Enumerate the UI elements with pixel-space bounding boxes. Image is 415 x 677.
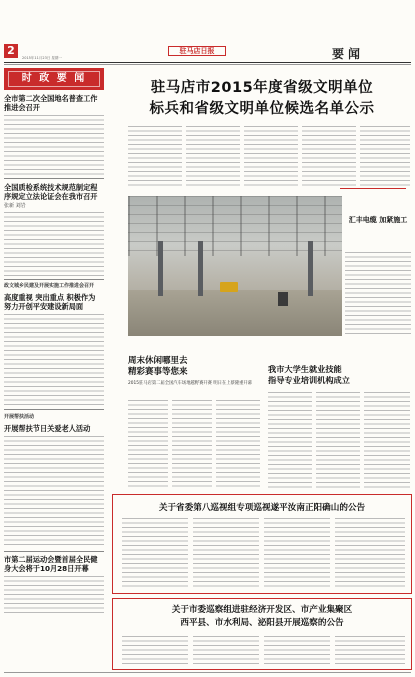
notice-1-body [264,518,330,588]
red-rule [340,188,406,189]
photo-caption-title: 汇丰电缆 加紧施工 [348,216,408,224]
left-article-body [4,115,104,175]
photo-column [198,241,203,296]
divider [4,178,104,179]
left-article-title: 开展帮扶节日关爱老人活动 [4,423,91,433]
headline-article-body [186,126,240,188]
left-article-body [4,314,104,406]
page-header [0,0,415,64]
article-b-body [316,392,360,488]
left-article-title: 高度重视 突出重点 积极作为 努力开创平安建设新局面 [4,293,96,311]
article-a-title [128,356,260,378]
footer-rule [4,672,411,673]
divider [4,409,104,410]
notice-2-title-line-2: 西平县、市水利局、泌阳县开展巡察的公告 [180,618,344,628]
left-article-body [4,436,104,548]
notice-2-title [112,604,412,630]
photo-floor [128,290,342,336]
left-article-kicker: 开展帮扶活动 [4,413,35,420]
photo-excavator [220,282,238,292]
left-article-kicker: 政文城乡民建及开展实施工作推进会召开 [4,283,95,289]
left-article-title: 全市第二次全国地名普查工作推进会召开 [4,94,98,112]
article-a-body [172,400,212,488]
factory-photo [128,196,342,336]
photo-caption [345,215,411,225]
notice-1-body [122,518,188,588]
page-number: 2 [4,44,18,58]
article-b-body [364,392,410,488]
article-b-title [268,364,408,386]
headline-article-body [302,126,356,188]
article-a-body [216,400,260,488]
article-a-title-line-1: 周末休闲哪里去 [128,356,188,366]
left-article-title: 全国质检系统技术规范制定程序规定立法论证会在我市召开 [4,182,98,201]
headline-line-1: 驻马店市2015年度省级文明单位 [150,80,374,96]
left-article-body [4,212,104,276]
paper-logo: 驻马店日报 [168,46,226,56]
photo-column [158,241,163,296]
notice-1-title: 关于省委第八巡视组专项巡视遂平汝南正阳确山的公告 [158,503,366,513]
notice-1-body [335,518,405,588]
left-article-title: 市第二届运动会暨首届全民健身大会将于10月28日开幕 [4,555,98,573]
photo-caption-body [345,252,411,336]
issue-date: 2015年11月23日 星期一 [22,56,62,60]
notice-2-body [335,636,405,666]
article-b-title-line-2: 指导专业培训机构成立 [268,375,350,385]
divider [4,551,104,552]
notice-2-title-line-1: 关于市委巡察组进驻经济开发区、市产业集聚区 [171,605,353,615]
article-a-body [128,400,168,488]
section-title: 要闻 [332,47,365,61]
notice-2-body [264,636,330,666]
headline-article-body [128,126,182,188]
headline-article-body [360,126,410,188]
left-column [4,68,104,668]
article-a-subtitle: 2015驻马店第二届全国汽车场地越野赛开赛 明日在上蔡隆重开幕 [128,381,253,386]
divider [4,279,104,280]
article-b-title-line-1: 我市大学生就业技能 [268,364,342,374]
notice-2-body [193,636,259,666]
article-b-body [268,392,312,488]
main-headline [112,78,412,120]
headline-article-body [244,126,298,188]
notice-2-body [122,636,188,666]
article-a-title-line-2: 精彩赛事等您来 [128,367,188,377]
photo-worker [278,292,288,306]
politics-news-banner: 时 政 要 闻 [4,68,104,90]
headline-line-2: 标兵和省级文明单位候选名单公示 [149,101,375,117]
header-rule-thin [4,64,411,65]
left-article-body [4,576,104,616]
header-rule [4,62,411,63]
notice-1-body [193,518,259,588]
left-article-byline: 张新 刘岩 [4,202,26,209]
photo-column [308,241,313,296]
